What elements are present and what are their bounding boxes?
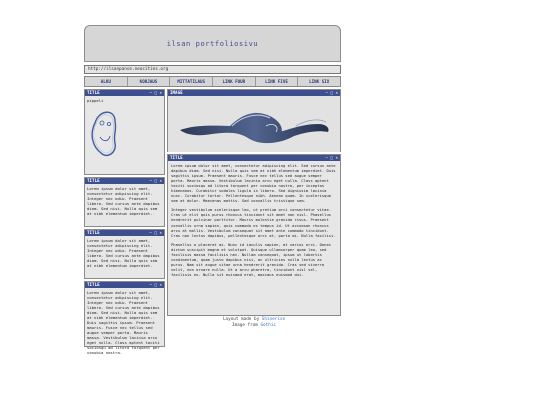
panel-title: TITLE bbox=[87, 178, 100, 183]
paragraph: Lorem ipsum dolor sit amet, consectetur adipiscing elit. Sed cursus ante dapibus diam. Sed nisi. Nulla quis sem at nibh elementum imperdiet. Duis sagittis ipsum. Praesent mauris. Fusce nec tellus sed augue semper porta. Mauris massa. Vestibulum lacinia arcu eget nulla. Class aptent taciti sociosqu ad litora torquent per conubia nostra, per inceptos himenaeos. Curabitur sodales ligula in libero. Sed dignissim lacinia nunc. Curabitur tortor. Pellentesque nibh. Aenean quam. In scelerisque sem at dolor. Maecenas mattis. Sed convallis tristique sem. bbox=[171, 163, 336, 204]
image-panel bbox=[167, 89, 341, 152]
panel-title: TITLE bbox=[170, 155, 183, 160]
site-header bbox=[84, 25, 341, 62]
side-panel bbox=[84, 229, 165, 279]
paragraph: Phasellus a placerat mi. Nunc id iaculis sapien, at varius orci. Donec dictum suscipit magna et volutpat. Quisque ullamcorper quam leo, sed facilisis massa facilisis nec. Nullam consequat, ipsum ut lobortis condimentum, quam justo dapibus nisi, ac ultricies nulla lectus ac purus. Nam sit augue vitae urna hendrerit gravida. Cras sed viverra velit, non ornare nulla. Ut a arcu pharetra, tincidunt nisl vel, facilisis ex. Nulla sit euismod erat, maximus euismod dui. bbox=[171, 241, 332, 277]
nav-link-four[interactable]: LINK FOUR bbox=[213, 77, 256, 86]
panel-titlebar bbox=[85, 90, 164, 96]
nav-link-six[interactable]: LINK SIX bbox=[309, 79, 330, 84]
window-controls-icon[interactable]: – □ ✕ bbox=[149, 178, 162, 183]
image-credit-link[interactable]: Gothic bbox=[260, 323, 276, 328]
nav-link-korjaus[interactable]: KORJAUS bbox=[128, 77, 171, 86]
window-controls-icon[interactable]: – □ ✕ bbox=[325, 155, 338, 160]
panel-title: TITLE bbox=[87, 90, 100, 95]
panel-title: TITLE bbox=[87, 230, 100, 235]
window-controls-icon[interactable]: – □ ✕ bbox=[149, 90, 162, 95]
image-credit-label: Image from bbox=[232, 323, 258, 328]
main-column bbox=[167, 89, 341, 318]
abstract-swirl-image bbox=[168, 96, 340, 152]
panel-text: Lorem ipsum dolor sit amet, consectetur adipiscing elit. Integer nec odio. Praesent libero. Sed cursus ante dapibus diam. Sed nisi. Nulla quis sem at nibh elementum imperdiet. bbox=[87, 238, 160, 268]
panel-titlebar bbox=[168, 155, 340, 161]
panel-title: IMAGE bbox=[170, 90, 183, 95]
main-text-body bbox=[168, 161, 340, 283]
side-panel bbox=[84, 89, 165, 175]
side-panel bbox=[84, 177, 165, 227]
panel-text: Lorem ipsum dolor sit amet, consectetur adipiscing elit. Integer nec odio. Praesent libero. Sed cursus ante dapibus diam. Sed nisi. Nulla quis sem at nibh elementum imperdiet. Duis sagittis ipsum. Praesent mauris. Fusce nec tellus sed augue semper porta. Mauris massa. Vestibulum lacinia arcu eget nulla. Class aptent taciti sociosqu ad litora torquent per conubia nostra. bbox=[87, 290, 160, 355]
side-panel bbox=[84, 281, 165, 355]
nav-link-alku[interactable]: ALKU bbox=[85, 77, 128, 86]
nav-link-five[interactable]: LINK FIVE bbox=[256, 77, 299, 86]
nav-bar bbox=[84, 76, 341, 87]
header-image bbox=[168, 96, 340, 152]
url-bar[interactable]: http://ilsanpanse.neocities.org bbox=[84, 65, 341, 74]
panel-titlebar bbox=[85, 178, 164, 184]
panel-title: TITLE bbox=[87, 282, 100, 287]
site-title: ilsan portfoliosivu bbox=[166, 40, 259, 48]
panel-titlebar bbox=[85, 230, 164, 236]
window-controls-icon[interactable]: – □ ✕ bbox=[149, 230, 162, 235]
footer bbox=[167, 317, 341, 329]
panel-titlebar bbox=[85, 282, 164, 288]
paragraph: Integer vestibulum scelerisque leo, ut pretium orci consectetur vitae. Cras ut elit quis purus rhoncus tincidunt sit amet non nisl. Phasellus hendrerit pulvinar porttitor. Mauris molestie gravida risus. Praesent convallis urna sapien, quis commodo ex tempus id. Ut accumsan rhoncus arcu at mollis. Vestibulum consequat sit amet ante commodo tincidunt. Cras non lectus dapibus, pellentesque orci at, porta mi. Nulla facilisi. bbox=[171, 207, 336, 238]
left-column bbox=[84, 89, 165, 355]
window-controls-icon[interactable]: – □ ✕ bbox=[325, 90, 338, 95]
panel-text: pippeli bbox=[87, 98, 104, 103]
image-credit bbox=[167, 323, 341, 329]
layout-credit-link[interactable]: Shinerise bbox=[261, 317, 286, 322]
window-controls-icon[interactable]: – □ ✕ bbox=[149, 282, 162, 287]
doodle-image bbox=[85, 105, 166, 165]
page-frame bbox=[84, 25, 341, 367]
layout-credit-label: Layout made by bbox=[222, 317, 260, 322]
panel-text: Lorem ipsum dolor sit amet, consectetur adipiscing elit. Integer nec odio. Praesent libero. Sed cursus ante dapibus diam. Sed nisi. Nulla quis sem at nibh elementum imperdiet. bbox=[87, 186, 160, 216]
nav-link-mittatilaus[interactable]: MITTATILAUS bbox=[170, 77, 213, 86]
main-text-panel bbox=[167, 154, 341, 316]
